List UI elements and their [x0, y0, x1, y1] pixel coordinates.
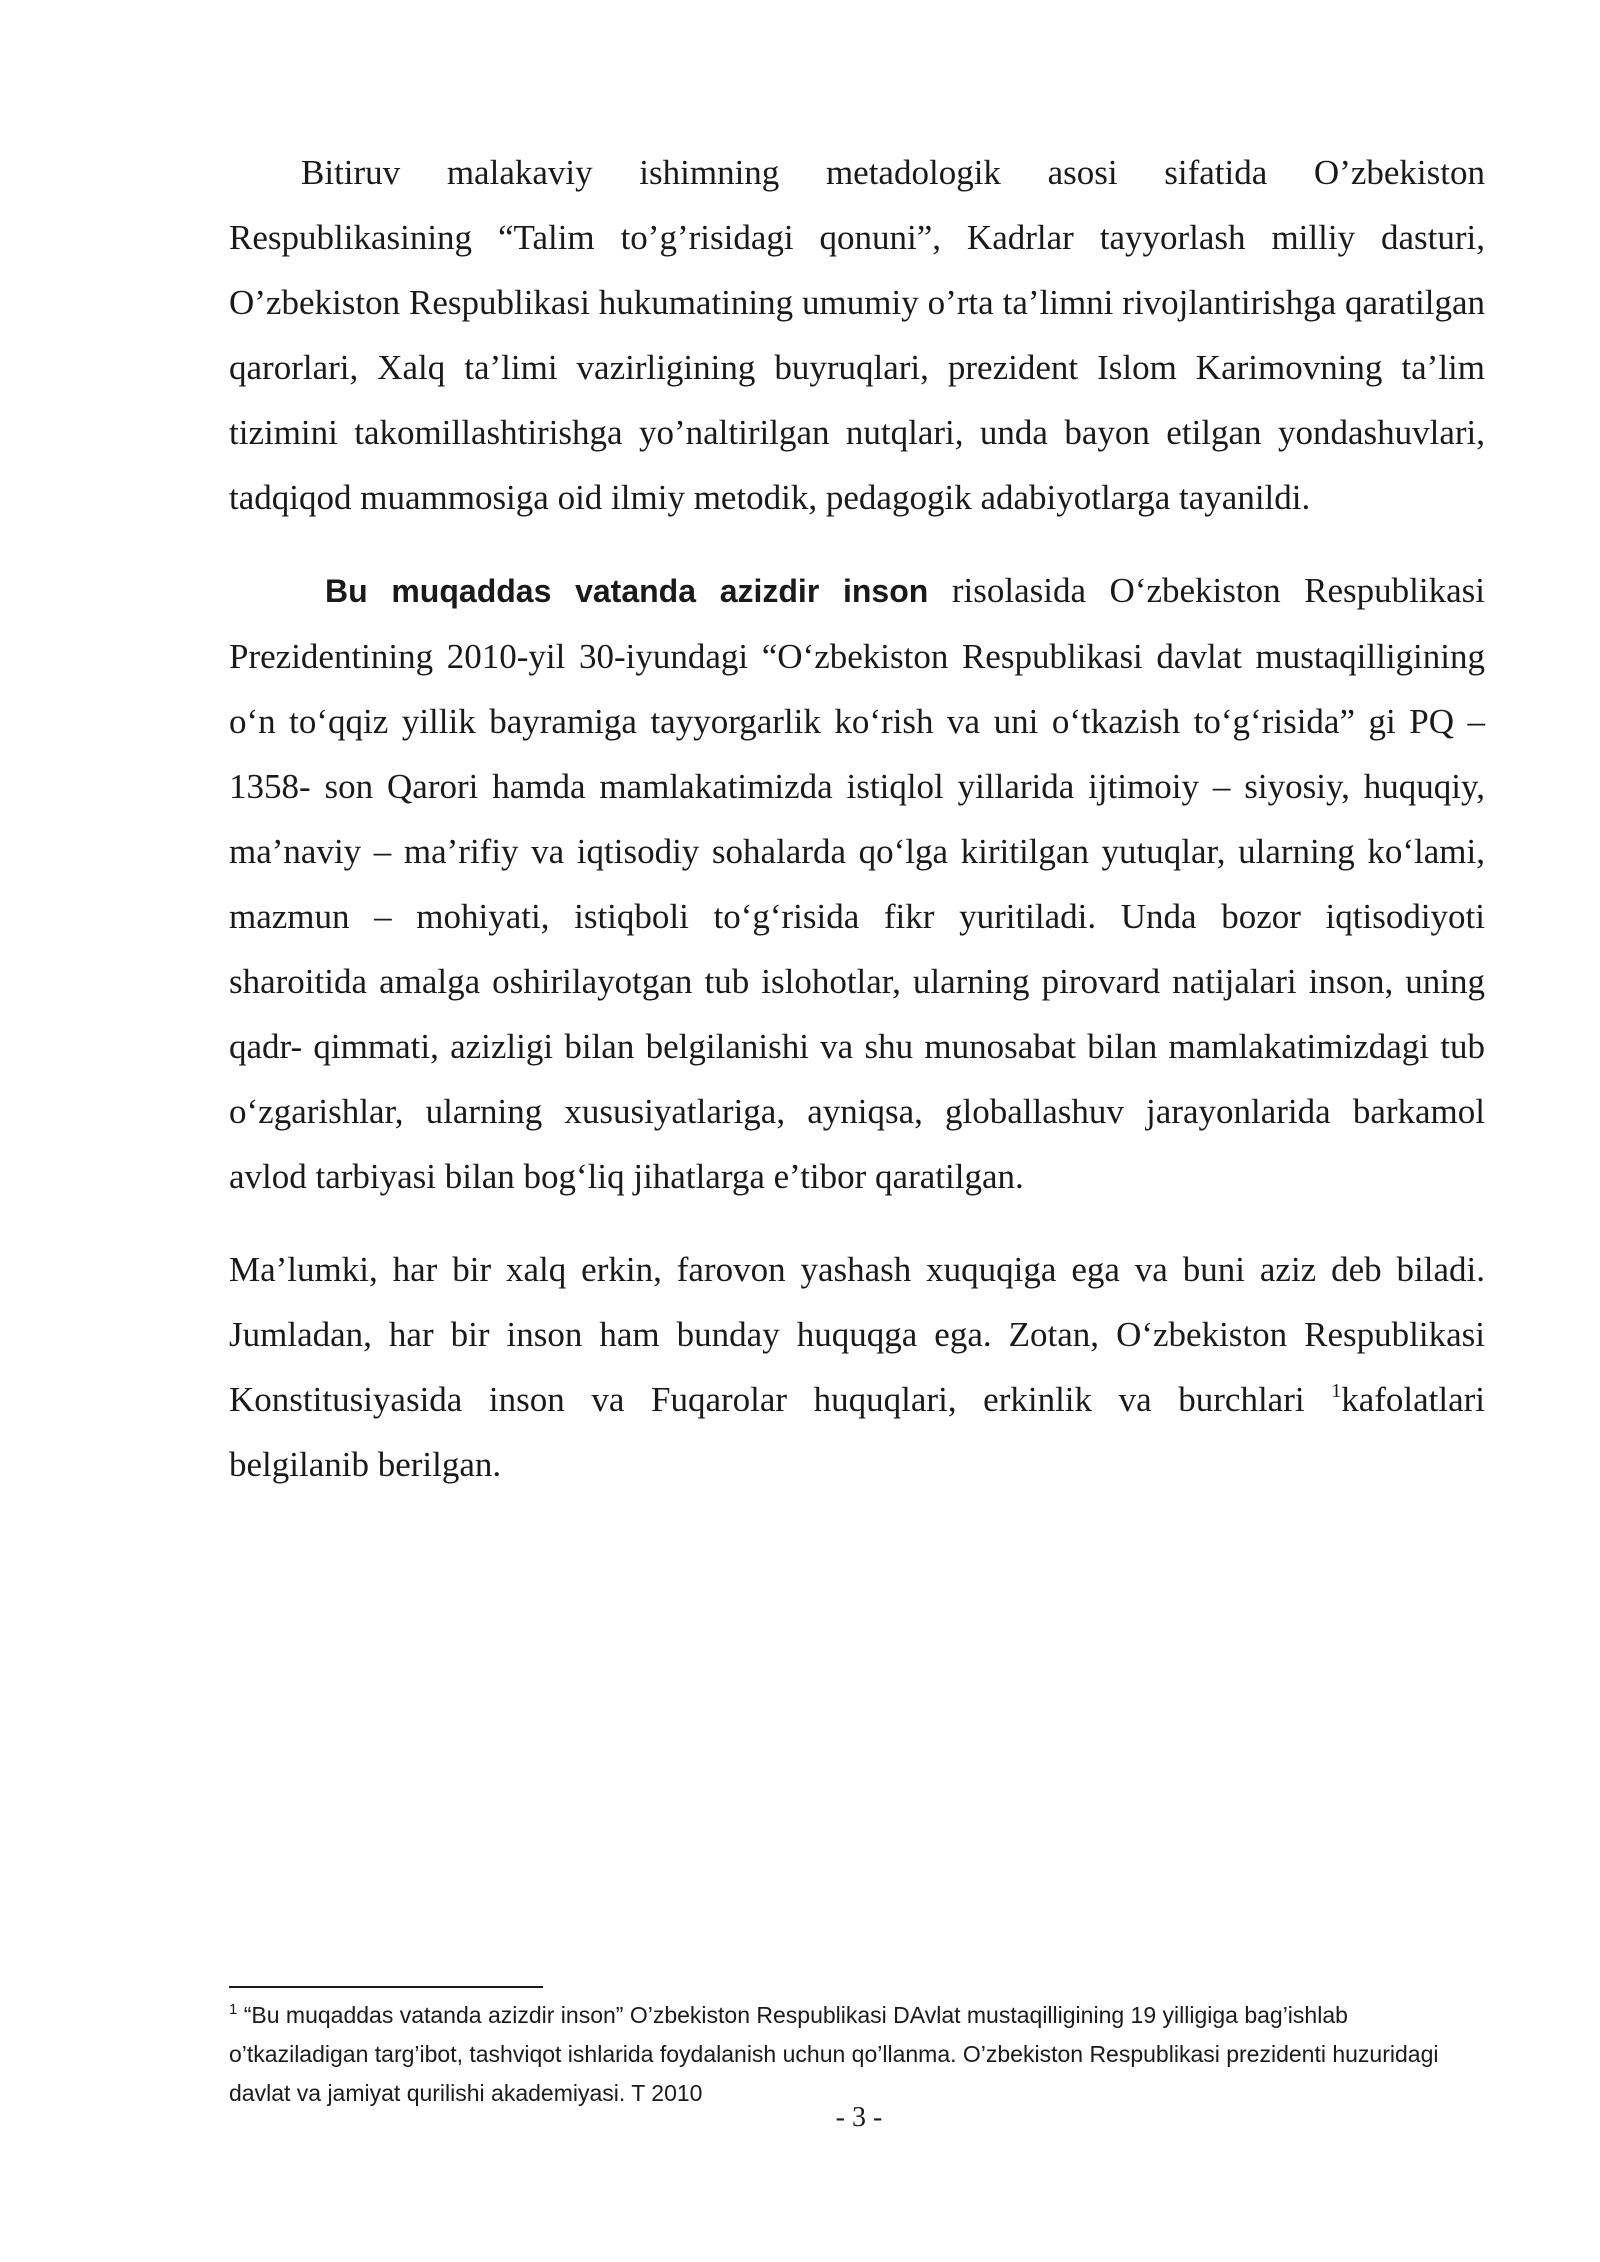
paragraph-1: Bitiruv malakaviy ishimning metadologik asosi sifatida O’zbekiston Respublikasining “Talim to’g’risidagi qonuni”, Kadrlar tayyorlash milliy dasturi, O’zbekiston Respublikasi hukumatining umumiy o’rta ta’limni rivojlantirishga qaratilgan qarorlari, Xalq ta’limi vazirligining buyruqlari, prezident Islom Karimovning ta’lim tizimini takomillashtirishga yo’naltirilgan nutqlari, unda bayon etilgan yondashuvlari, tadqiqod muammosiga oid ilmiy metodik, pedagogik adabiyotlarga tayanildi. [229, 153, 1485, 517]
footnote-mark: 1 [229, 2001, 238, 2018]
paragraph-3 [229, 1237, 1485, 1497]
book-title-bold: Bu muqaddas vatanda azizdir inson [325, 573, 929, 609]
footnote-separator [229, 1986, 543, 1988]
paragraph-2-text: risolasida O‘zbekiston Respublikasi Prezidentining 2010-yil 30-iyundagi “O‘zbekiston Respublikasi davlat mustaqilligining o‘n to‘qqiz yillik bayramiga tayyorgarlik ko‘rish va uni o‘tkazish to‘g‘risida” gi PQ – 1358- son Qarori hamda mamlakatimizda istiqlol yillarida ijtimoiy – siyosiy, huquqiy, ma’naviy – ma’rifiy va iqtisodiy sohalarda qo‘lga kiritilgan yutuqlar, ularning ko‘lami, mazmun – mohiyati, istiqboli to‘g‘risida fikr yuritiladi. Unda bozor iqtisodiyoti sharoitida amalga oshirilayotgan tub islohotlar, ularning pirovard natijalari inson, uning qadr- qimmati, azizligi bilan belgilanishi va shu munosabat bilan mamlakatimizdagi tub o‘zgarishlar, ularning xususiyatlariga, ayniqsa, globallashuv jarayonlarida barkamol avlod tarbiyasi bilan bog‘liq jihatlarga e’tibor qaratilgan. [229, 571, 1486, 1196]
paragraph-2 [229, 558, 1485, 1209]
footnote-text: “Bu muqaddas vatanda azizdir inson” O’zbekiston Respublikasi DAvlat mustaqilligining 19 yilligiga bag’ishlab o’tkaziladigan targ’ibot, tashviqot ishlarida foydalanish uchun qo’llanma. O’zbekiston Respublikasi prezidenti huzuridagi davlat va jamiyat qurilishi akademiyasi. T 2010 [229, 2002, 1439, 2106]
footnote-reference[interactable]: 1 [1331, 1380, 1342, 1402]
body-text [229, 140, 1485, 1497]
footnote [229, 1996, 1485, 2113]
paragraph-3-text: Ma’lumki, har bir xalq erkin, farovon yashash xuquqiga ega va buni aziz deb biladi. Jumladan, har bir inson ham bunday huquqga ega. Zotan, O‘zbekiston Respublikasi Konstitusiyasida inson va Fuqarolar huquqlari, erkinlik va burchlari [229, 1250, 1485, 1419]
paragraph-3-text-after: kafolatlari belgilanib berilgan. [229, 1380, 1485, 1484]
page-number: - 3 - [835, 2102, 883, 2133]
